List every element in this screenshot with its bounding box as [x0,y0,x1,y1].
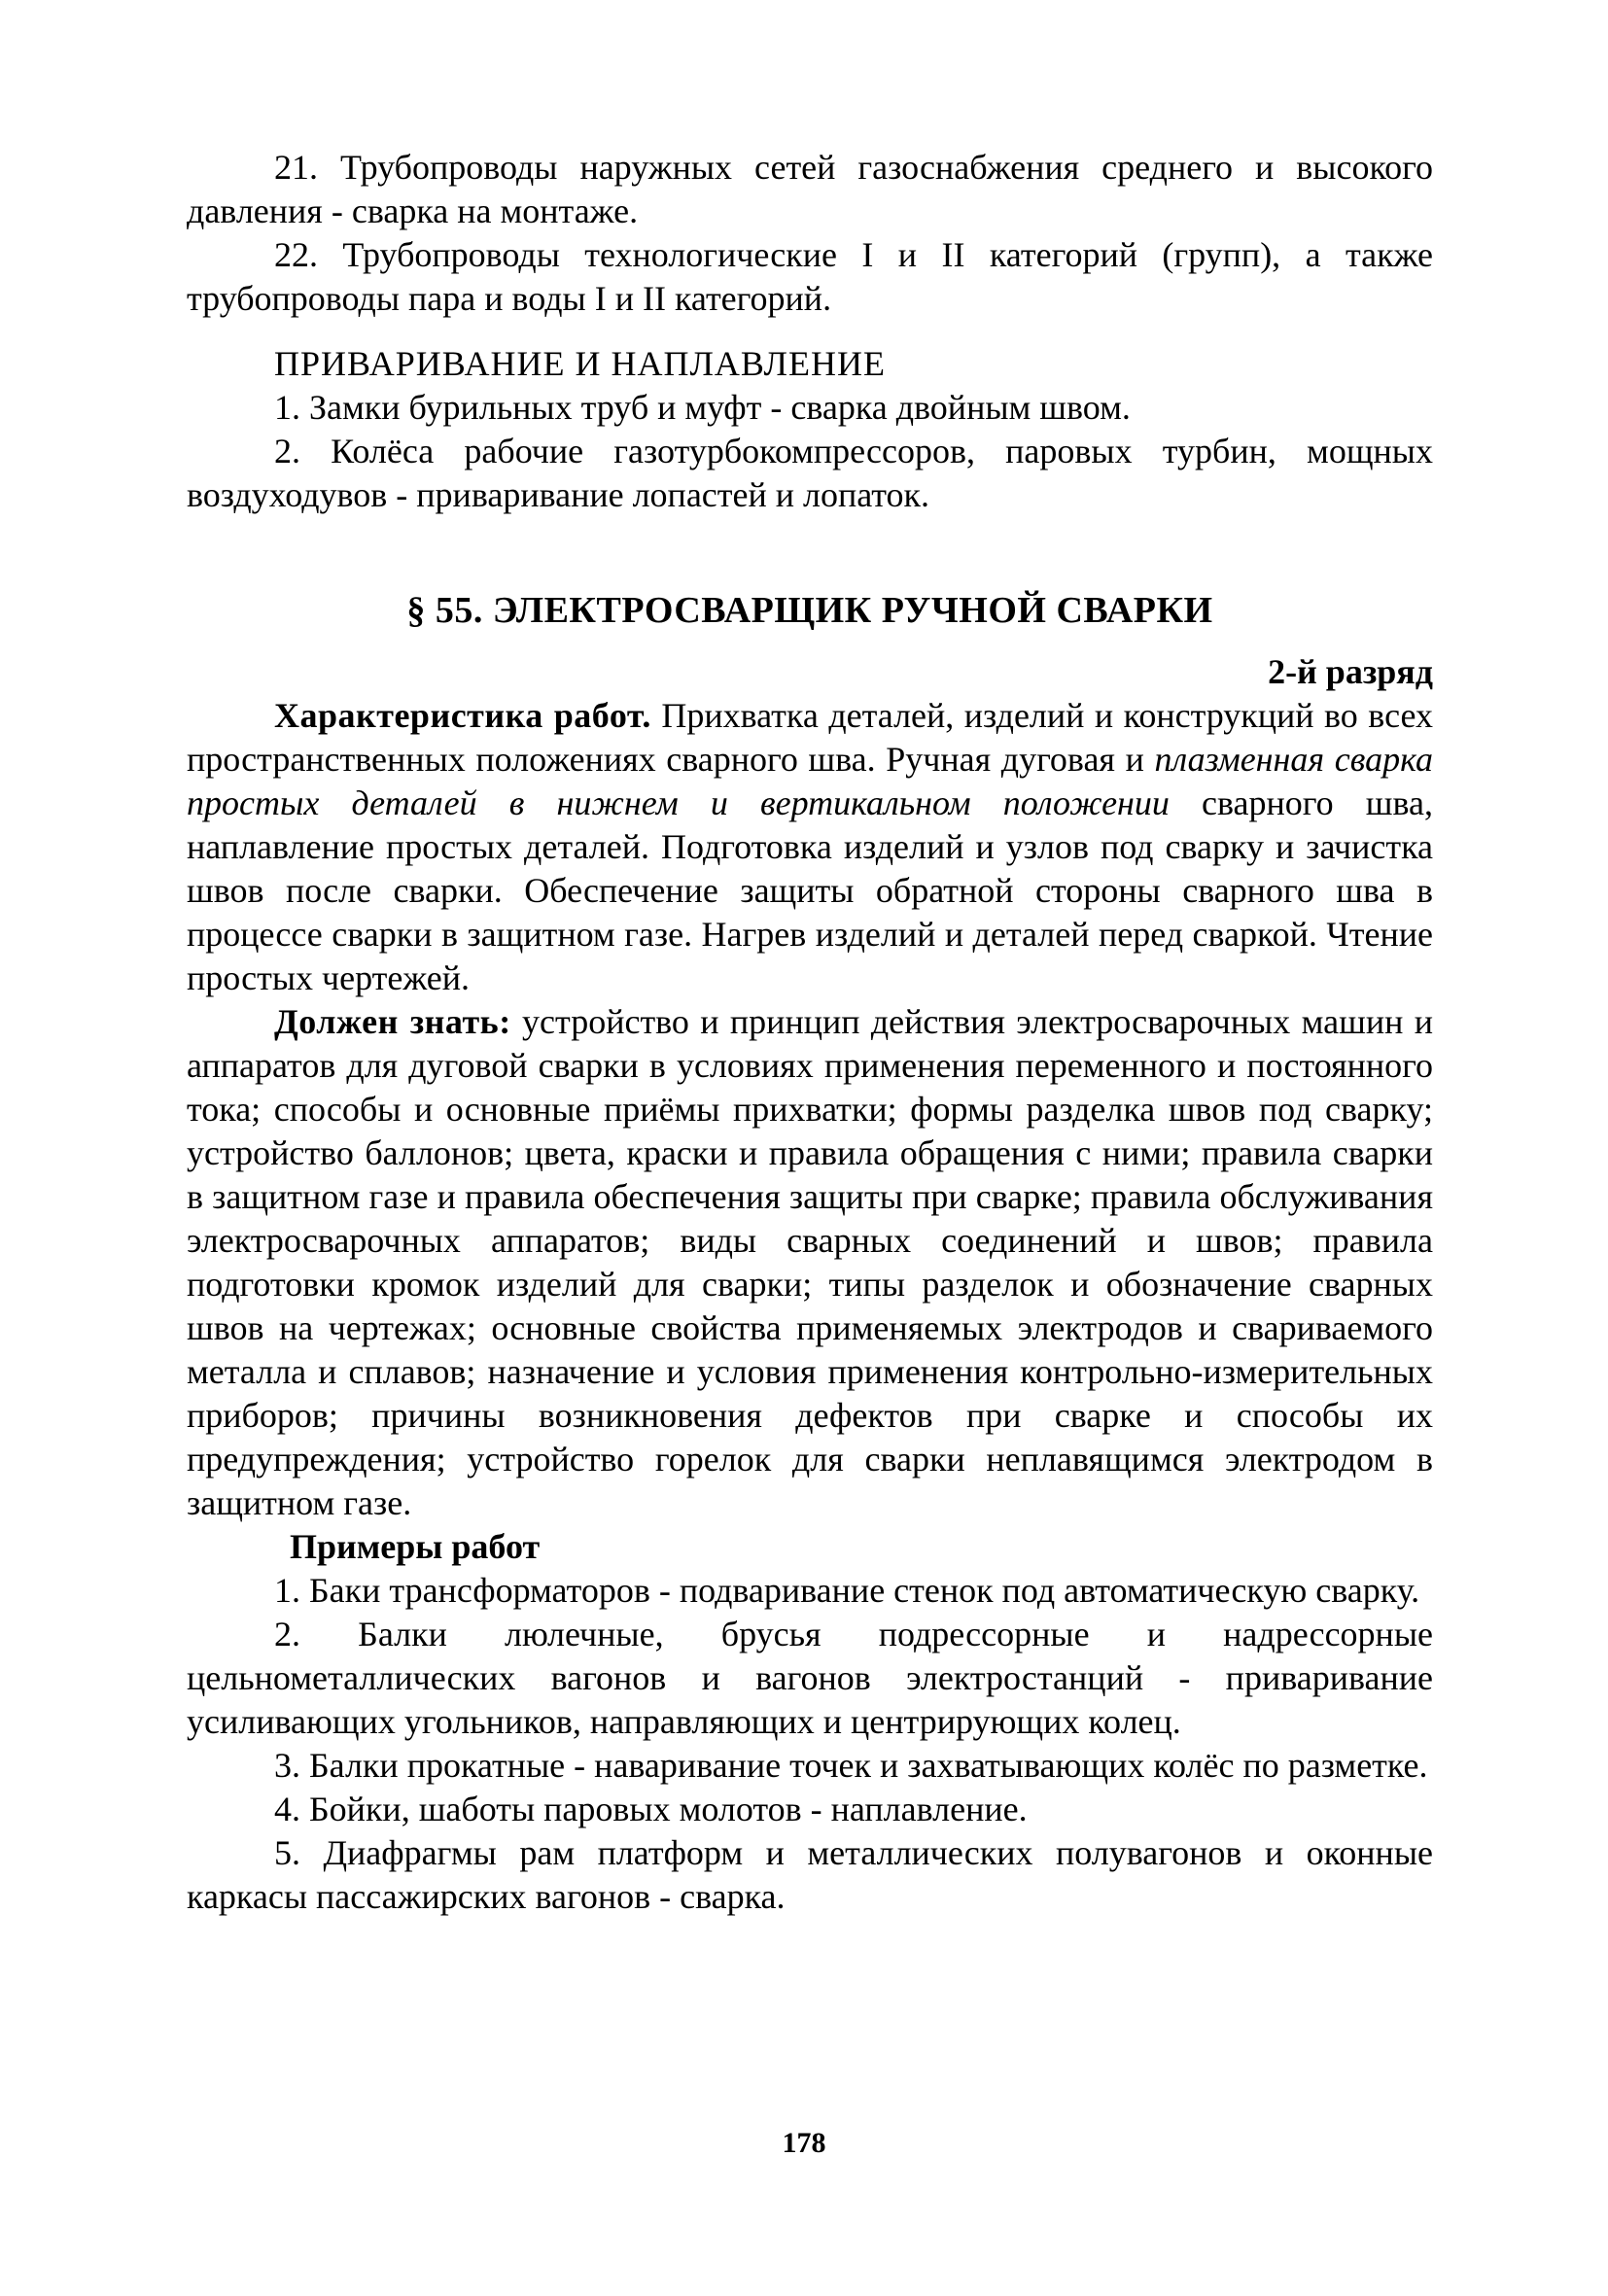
subheading-welding-overlay: ПРИВАРИВАНИЕ И НАПЛАВЛЕНИЕ [274,344,886,383]
example-item-1: 1. Баки трансформаторов - подваривание стенок под автоматическую сварку. [274,1571,1420,1610]
grade-label: 2-й разряд [1268,652,1433,691]
examples-title: Примеры работ [290,1527,541,1566]
section-title: § 55. ЭЛЕКТРОСВАРЩИК РУЧНОЙ СВАРКИ [406,590,1213,631]
must-know-paragraph [187,1000,1433,1525]
characteristics-text-italic: плазменная сварка простых деталей в нижнем и вертикальном положении [187,740,1434,822]
example-item-5: 5. Диафрагмы рам платформ и металлических полувагонов и оконные каркасы пассажирских вагонов - сварка. [187,1833,1433,1916]
must-know-label: Должен знать: [274,1002,511,1041]
list-item-22: 22. Трубопроводы технологические I и II категорий (групп), а также трубопроводы пара и воды I и II категорий. [187,235,1433,318]
characteristics-text-2: сварного шва, наплавление простых деталей. Подготовка изделий и узлов под сварку и зачистка швов после сварки. Обеспечение защиты обратной стороны сварного шва в процессе сварки в защитном газе. Нагрев изделий и деталей перед сваркой. Чтение простых чертежей. [187,783,1434,997]
characteristics-label: Характеристика работ. [274,696,651,735]
characteristics-paragraph [187,694,1433,1000]
page-content [187,146,1433,1919]
example-item-3: 3. Балки прокатные - наваривание точек и захватывающих колёс по разметке. [274,1746,1428,1785]
example-item-2: 2. Балки люлечные, брусья подрессорные и надрессорные цельнометаллических вагонов и вагонов электростанций - приваривание усиливающих угольников, направляющих и центрирующих колец. [187,1615,1433,1741]
overlay-item-2: 2. Колёса рабочие газотурбокомпрессоров, паровых турбин, мощных воздуходувов - приваривание лопастей и лопаток. [187,432,1433,514]
list-item-21: 21. Трубопроводы наружных сетей газоснабжения среднего и высокого давления - сварка на монтаже. [187,148,1433,230]
page-number: 178 [782,2127,826,2159]
characteristics-text-1: Прихватка деталей, изделий и конструкций во всех пространственных положениях сварного шва. Ручная дуговая и [187,696,1434,779]
example-item-4: 4. Бойки, шаботы паровых молотов - наплавление. [274,1790,1028,1828]
must-know-text: устройство и принцип действия электросварочных машин и аппаратов для дуговой сварки в условиях применения переменного и постоянного тока; способы и основные приёмы прихватки; формы разделка швов под сварку; устройство баллонов; цвета, краски и правила обращения с ними; правила сварки в защитном газе и правила обеспечения защиты при сварке; правила обслуживания электросварочных аппаратов; виды сварных соединений и швов; правила подготовки кромок изделий для сварки; типы разделок и обозначение сварных швов на чертежах; основные свойства применяемых электродов и свариваемого металла и сплавов; назначение и условия применения контрольно-измерительных приборов; причины возникновения дефектов при сварке и способы их предупреждения; устройство горелок для сварки неплавящимся электродом в защитном газе. [187,1002,1433,1522]
overlay-item-1: 1. Замки бурильных труб и муфт - сварка двойным швом. [274,388,1131,427]
